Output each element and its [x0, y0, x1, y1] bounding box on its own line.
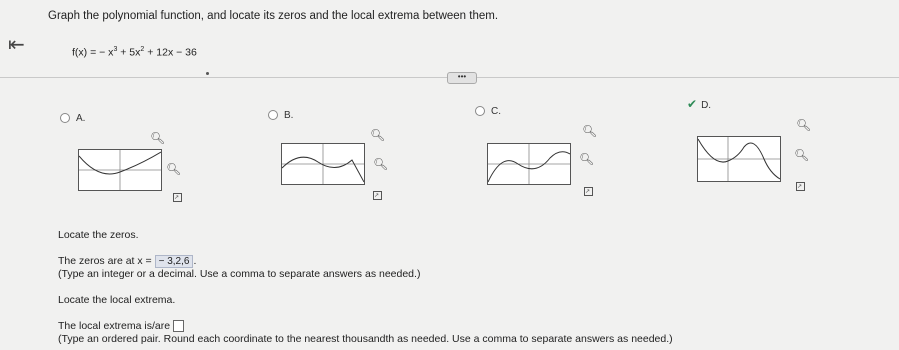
- graph-d-plot: [698, 137, 780, 181]
- graph-b-plot: [282, 144, 364, 184]
- zeros-prompt: [58, 255, 196, 268]
- extrema-prompt-text: The local extrema is/are: [58, 320, 171, 332]
- back-arrow-icon[interactable]: ⇤: [8, 34, 25, 56]
- option-label: D.: [701, 100, 712, 111]
- option-a[interactable]: [60, 113, 85, 124]
- option-label: B.: [284, 110, 294, 121]
- graph-c-plot: [488, 144, 570, 184]
- option-label: A.: [76, 113, 86, 124]
- option-b[interactable]: [268, 110, 293, 121]
- extrema-heading: Locate the local extrema.: [58, 294, 176, 306]
- cursor-dot: [206, 72, 209, 75]
- zeros-period: .: [193, 255, 197, 267]
- zoom-out-icon[interactable]: 🔍︎: [579, 152, 595, 166]
- extrema-prompt: [58, 320, 184, 332]
- function-expression: f(x) = − $x^3 + 5x^2 + 12x - 36$: [72, 46, 197, 59]
- zoom-in-icon[interactable]: 🔍︎: [150, 131, 166, 145]
- zoom-in-icon[interactable]: 🔍︎: [796, 118, 812, 132]
- zoom-out-icon[interactable]: 🔍︎: [166, 162, 182, 176]
- checkmark-icon: ✔: [687, 97, 698, 111]
- zoom-out-icon[interactable]: 🔍︎: [373, 157, 389, 171]
- option-label: C.: [491, 106, 501, 117]
- external-link-icon[interactable]: ↗: [173, 193, 182, 202]
- expand-toggle-button[interactable]: •••: [447, 72, 477, 84]
- zoom-in-icon[interactable]: 🔍︎: [370, 128, 386, 142]
- radio-button[interactable]: [268, 110, 278, 120]
- external-link-icon[interactable]: ↗: [373, 191, 382, 200]
- zeros-answer-field[interactable]: − 3,2,6: [155, 255, 194, 268]
- extrema-answer-input[interactable]: [173, 320, 184, 332]
- extrema-hint: (Type an ordered pair. Round each coordinate to the nearest thousandth as needed. Use a comma to separate answers as needed.): [58, 333, 673, 345]
- option-d[interactable]: [687, 97, 711, 111]
- zoom-out-icon[interactable]: 🔍︎: [794, 148, 810, 162]
- option-c[interactable]: [475, 106, 501, 117]
- graph-c: [487, 143, 571, 185]
- zeros-hint: (Type an integer or a decimal. Use a comma to separate answers as needed.): [58, 268, 421, 280]
- zoom-in-icon[interactable]: 🔍︎: [582, 124, 598, 138]
- graph-b: [281, 143, 365, 185]
- radio-button[interactable]: [475, 106, 485, 116]
- external-link-icon[interactable]: ↗: [584, 187, 593, 196]
- zeros-heading: Locate the zeros.: [58, 229, 139, 241]
- external-link-icon[interactable]: ↗: [796, 182, 805, 191]
- graph-a: [78, 149, 162, 191]
- radio-button[interactable]: [60, 113, 70, 123]
- graph-a-plot: [79, 150, 161, 190]
- zeros-prompt-text: The zeros are at x =: [58, 255, 152, 267]
- question-text: Graph the polynomial function, and locate its zeros and the local extrema between them.: [48, 10, 499, 22]
- graph-d: [697, 136, 781, 182]
